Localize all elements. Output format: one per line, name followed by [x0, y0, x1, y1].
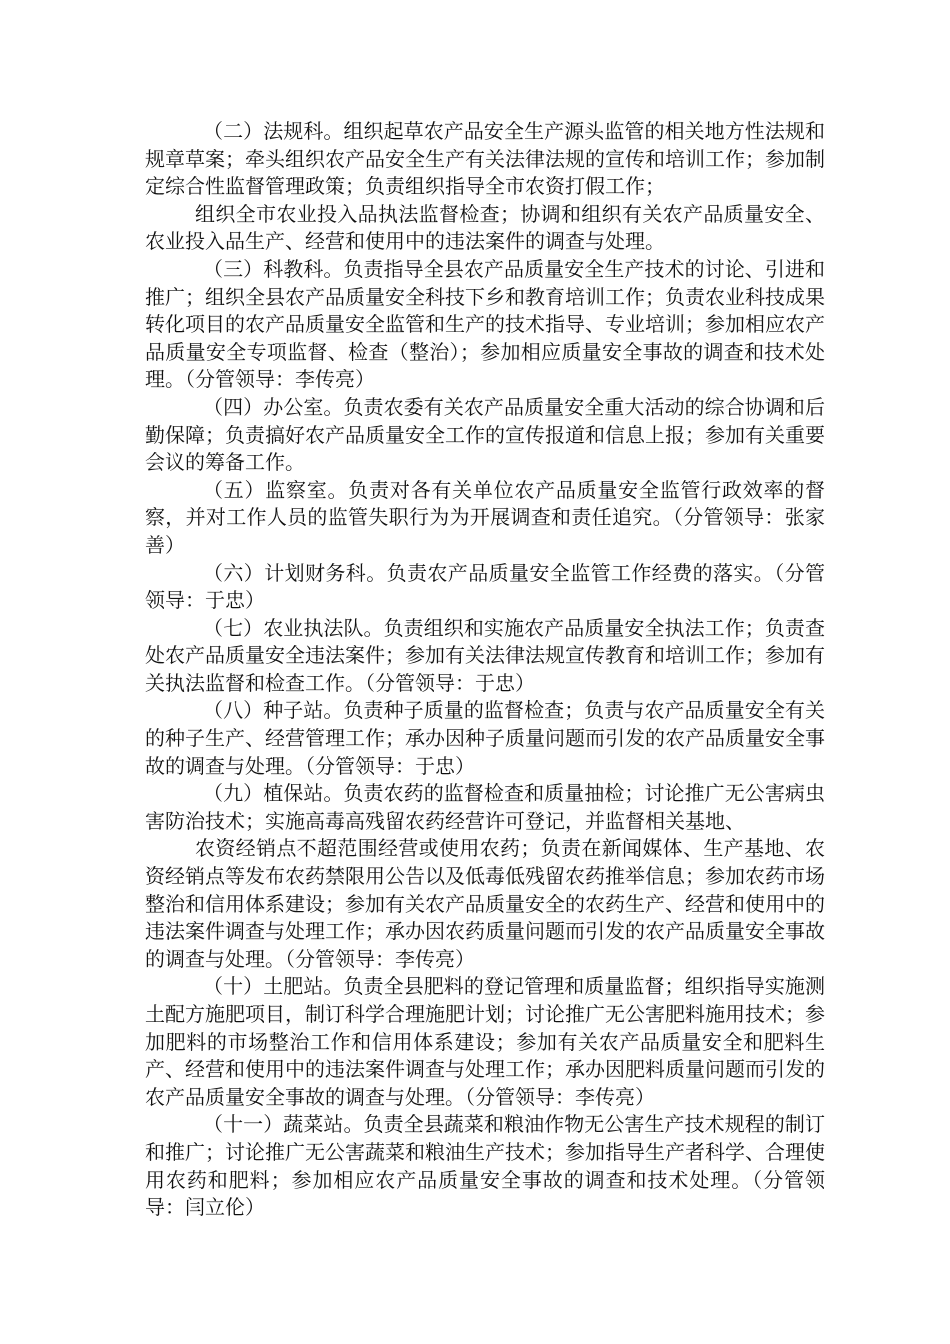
paragraph-supervision-section: （五）监察室。负责对各有关单位农产品质量安全监管行政效率的督察，并对工作人员的监管失职行为为开展调查和责任追究。（分管领导：张家善） — [145, 477, 825, 557]
paragraph-legal-section: （二）法规科。组织起草农产品安全生产源头监管的相关地方性法规和规章草案；牵头组织农产品安全生产有关法律法规的宣传和培训工作；参加制定综合性监督管理政策；负责组织指导全市农资打假工作； — [145, 119, 825, 199]
document-body — [145, 118, 825, 1222]
paragraph-soil-fertilizer-section: （十）土肥站。负责全县肥料的登记管理和质量监督；组织指导实施测土配方施肥项目，制订科学合理施肥计划；讨论推广无公害肥料施用技术；参加肥料的市场整治工作和信用体系建设；参加有关农产品质量安全和肥料生产、经营和使用中的违法案件调查与处理工作；承办因肥料质量问题而引发的农产品质量安全事故的调查与处理。（分管领导：李传亮） — [145, 974, 825, 1109]
paragraph-vegetable-station-section: （十一）蔬菜站。负责全县蔬菜和粮油作物无公害生产技术规程的制订和推广；讨论推广无公害蔬菜和粮油生产技术；参加指导生产者科学、合理使用农药和肥料；参加相应农产品质量安全事故的调查和技术处理。（分管领导：闫立伦） — [145, 1112, 825, 1220]
paragraph-office-section: （四）办公室。负责农委有关农产品质量安全重大活动的综合协调和后勤保障；负责搞好农产品质量安全工作的宣传报道和信息上报；参加有关重要会议的筹备工作。 — [145, 394, 825, 475]
paragraph-finance-section: （六）计划财务科。负责农产品质量安全监管工作经费的落实。（分管领导：于忠） — [145, 560, 825, 613]
paragraph-plant-protection-section: （九）植保站。负责农药的监督检查和质量抽检；讨论推广无公害病虫害防治技术；实施高毒高残留农药经营许可登记，并监督相关基地、 — [145, 781, 825, 833]
paragraph-plant-protection-continued: 农资经销点不超范围经营或使用农药；负责在新闻媒体、生产基地、农资经销点等发布农药禁限用公告以及低毒低残留农药推举信息；参加农药市场整治和信用体系建设；参加有关农产品质量安全的农药生产、经营和使用中的违法案件调查与处理工作；承办因农药质量问题而引发的农产品质量安全事故的调查与处理。（分管领导：李传亮） — [145, 836, 825, 971]
paragraph-legal-section-continued: 组织全市农业投入品执法监督检查；协调和组织有关农产品质量安全、农业投入品生产、经营和使用中的违法案件的调查与处理。 — [145, 201, 825, 254]
paragraph-law-enforcement-section: （七）农业执法队。负责组织和实施农产品质量安全执法工作；负责查处农产品质量安全违法案件；参加有关法律法规宣传教育和培训工作；参加有关执法监督和检查工作。（分管领导：于忠） — [145, 615, 825, 695]
paragraph-science-education-section: （三）科教科。负责指导全县农产品质量安全生产技术的讨论、引进和推广；组织全县农产品质量安全科技下乡和教育培训工作；负责农业科技成果转化项目的农产品质量安全监管和生产的技术指导、专业培训；参加相应农产品质量安全专项监督、检查（整治）；参加相应质量安全事故的调查和技术处理。（分管领导：李传亮） — [145, 256, 825, 392]
paragraph-seed-station-section: （八）种子站。负责种子质量的监督检查；负责与农产品质量安全有关的种子生产、经营管理工作；承办因种子质量问题而引发的农产品质量安全事故的调查与处理。（分管领导：于忠） — [145, 698, 825, 778]
